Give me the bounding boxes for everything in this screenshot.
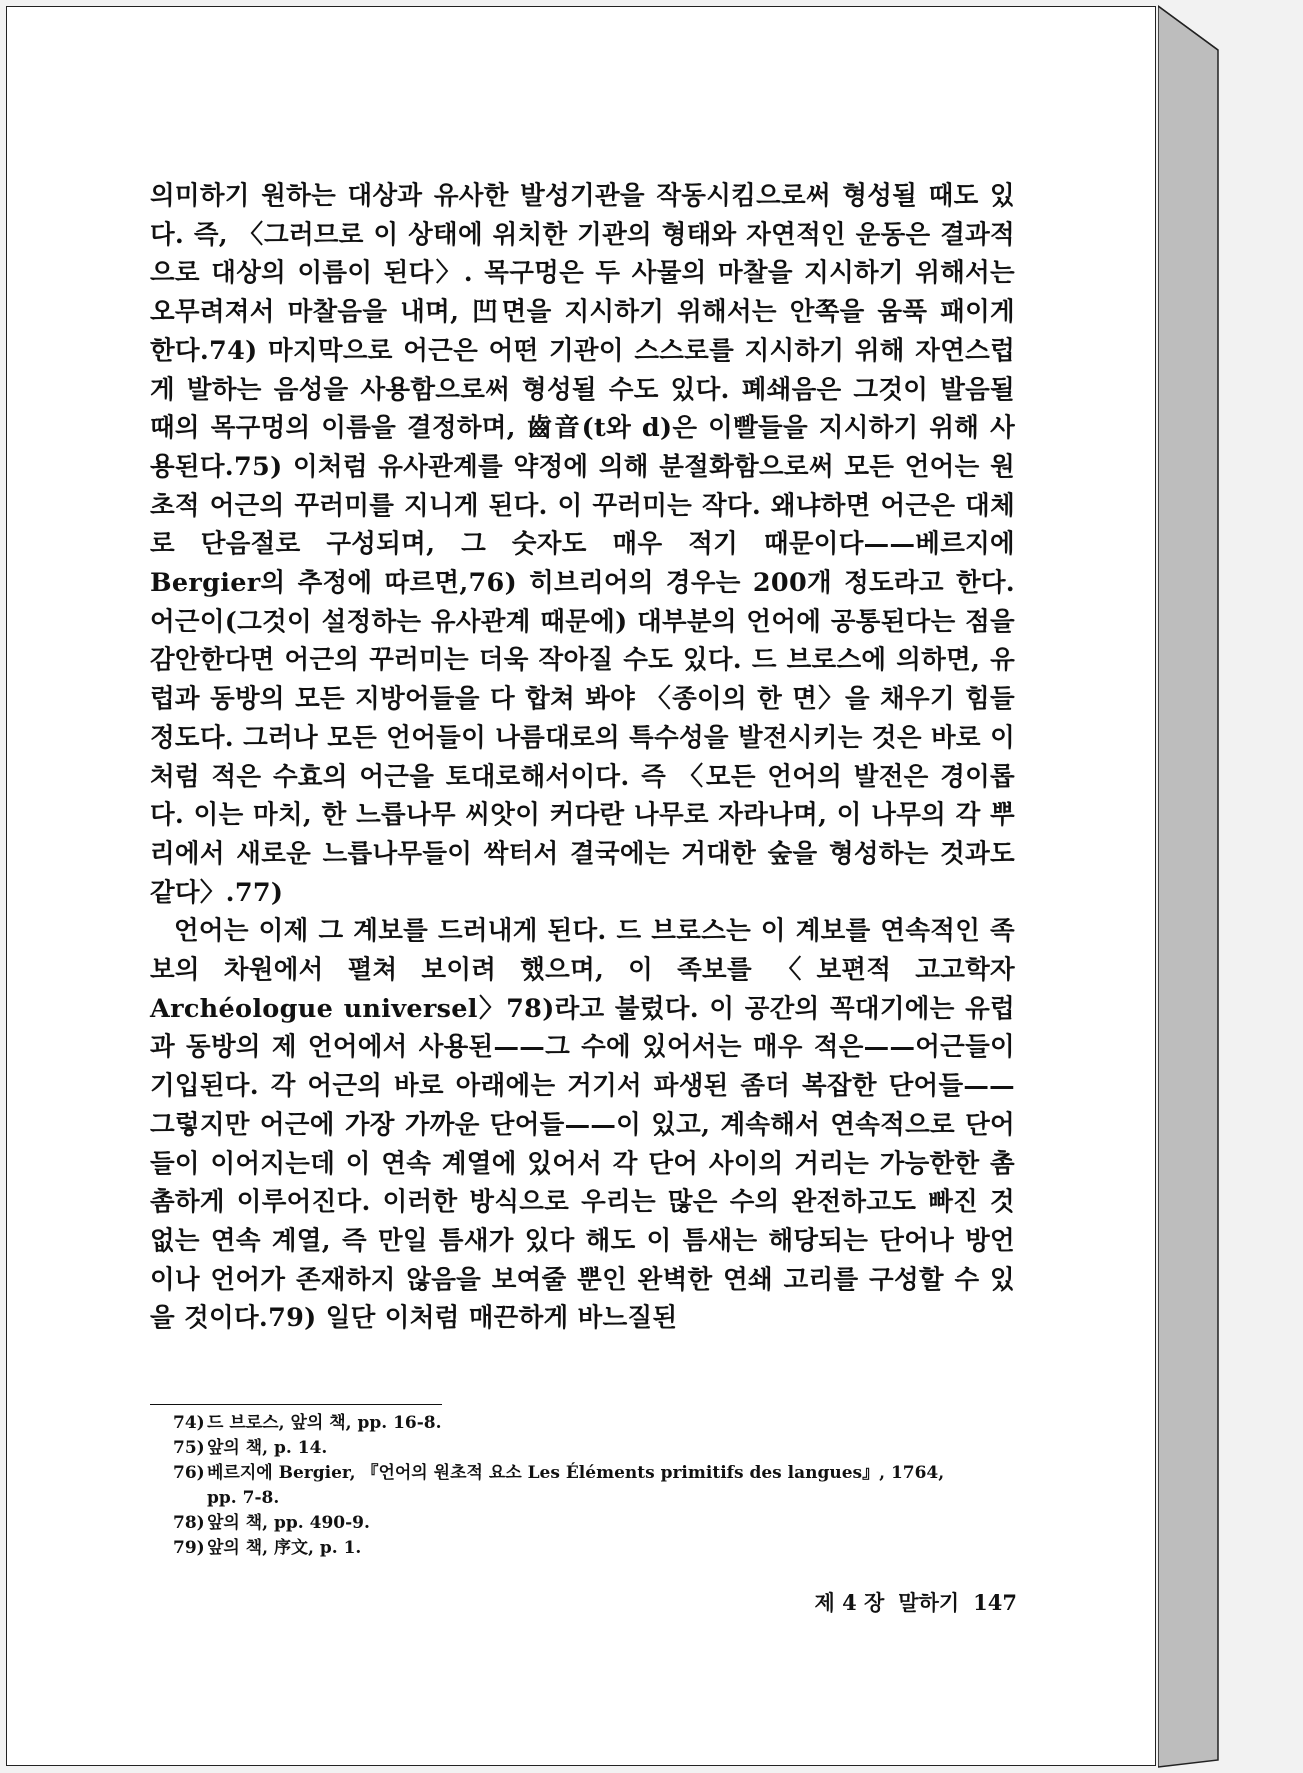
paragraph-1: 의미하기 원하는 대상과 유사한 발성기관을 작동시킴으로써 형성될 때도 있다. 즉, 〈그러므로 이 상태에 위치한 기관의 형태와 자연적인 운동은 결과적으로 대상의 이름이 된다〉. 목구멍은 두 사물의 마찰을 지시하기 위해서는 오무려져서 마찰음을 내며, 凹면을 지시하기 위해서는 안쪽을 움푹 패이게 한다.74) 마지막으로 어근은 어떤 기관이 스스로를 지시하기 위해 자연스럽게 발하는 음성을 사용함으로써 형성될 수도 있다. 폐쇄음은 그것이 발음될 때의 목구멍의 이름을 결정하며, 齒音(t와 d)은 이빨들을 지시하기 위해 사용된다.75) 이처럼 유사관계를 약정에 의해 분절화함으로써 모든 언어는 원초적 어근의 꾸러미를 지니게 된다. 이 꾸러미는 작다. 왜냐하면 어근은 대체로 단음절로 구성되며, 그 숫자도 매우 적기 때문이다——베르지에 Bergier의 추정에 따르면,76) 히브리어의 경우는 200개 정도라고 한다. 어근이(그것이 설정하는 유사관계 때문에) 대부분의 언어에 공통된다는 점을 감안한다면 어근의 꾸러미는 더욱 작아질 수도 있다. 드 브로스에 의하면, 유럽과 동방의 모든 지방어들을 다 합쳐 봐야 〈종이의 한 면〉을 채우기 힘들 정도다. 그러나 모든 언어들이 나름대로의 특수성을 발전시키는 것은 바로 이처럼 적은 수효의 어근을 토대로해서이다. 즉 〈모든 언어의 발전은 경이롭다. 이는 마치, 한 느릅나무 씨앗이 커다란 나무로 자라나며, 이 나무의 각 뿌리에서 새로운 느릅나무들이 싹터서 결국에는 거대한 숲을 형성하는 것과도 같다〉.77) bbox=[150, 181, 1015, 908]
body-text bbox=[150, 177, 1015, 1338]
footnote-text: 앞의 책, 序文, p. 1. bbox=[207, 1538, 362, 1558]
footnote-79 bbox=[173, 1536, 1033, 1561]
footnote-number: 75) bbox=[173, 1438, 205, 1458]
footnote-number: 74) bbox=[173, 1413, 205, 1433]
footnote-text: 베르지에 Bergier, 『언어의 원초적 요소 Les Éléments primitifs des langues』, 1764, bbox=[207, 1463, 945, 1483]
page-footer bbox=[763, 1587, 1017, 1617]
footnotes bbox=[173, 1411, 1033, 1561]
footnote-divider bbox=[150, 1404, 442, 1405]
footnote-text: 드 브로스, 앞의 책, pp. 16-8. bbox=[207, 1413, 442, 1433]
footnote-number: 79) bbox=[173, 1538, 205, 1558]
chapter-label: 제 4 장 bbox=[814, 1590, 885, 1615]
footnote-text-continued: pp. 7-8. bbox=[207, 1488, 280, 1508]
chapter-title: 말하기 bbox=[898, 1590, 960, 1615]
footnote-text: 앞의 책, p. 14. bbox=[207, 1438, 328, 1458]
footnote-76 bbox=[173, 1461, 1033, 1511]
footnote-78 bbox=[173, 1511, 1033, 1536]
footnote-number: 78) bbox=[173, 1513, 205, 1533]
footnote-number: 76) bbox=[173, 1463, 205, 1483]
book-page bbox=[6, 6, 1156, 1766]
paragraph-2: 언어는 이제 그 계보를 드러내게 된다. 드 브로스는 이 계보를 연속적인 족보의 차원에서 펼쳐 보이려 했으며, 이 족보를 〈보편적 고고학자 Archéologue universel〉78)라고 불렀다. 이 공간의 꼭대기에는 유럽과 동방의 제 언어에서 사용된——그 수에 있어서는 매우 적은——어근들이 기입된다. 각 어근의 바로 아래에는 거기서 파생된 좀더 복잡한 단어들——그렇지만 어근에 가장 가까운 단어들——이 있고, 계속해서 연속적으로 단어들이 이어지는데 이 연속 계열에 있어서 각 단어 사이의 거리는 가능한한 촘촘하게 이루어진다. 이러한 방식으로 우리는 많은 수의 완전하고도 빠진 것 없는 연속 계열, 즉 만일 틈새가 있다 해도 이 틈새는 해당되는 단어나 방언이나 언어가 존재하지 않음을 보여줄 뿐인 완벽한 연쇄 고리를 구성할 수 있을 것이다.79) 일단 이처럼 매끈하게 바느질된 bbox=[150, 916, 1015, 1334]
page-number: 147 bbox=[973, 1590, 1017, 1615]
footnote-74 bbox=[173, 1411, 1033, 1436]
footnote-text: 앞의 책, pp. 490-9. bbox=[207, 1513, 370, 1533]
footnote-75 bbox=[173, 1436, 1033, 1461]
book-edge bbox=[1158, 0, 1298, 1773]
